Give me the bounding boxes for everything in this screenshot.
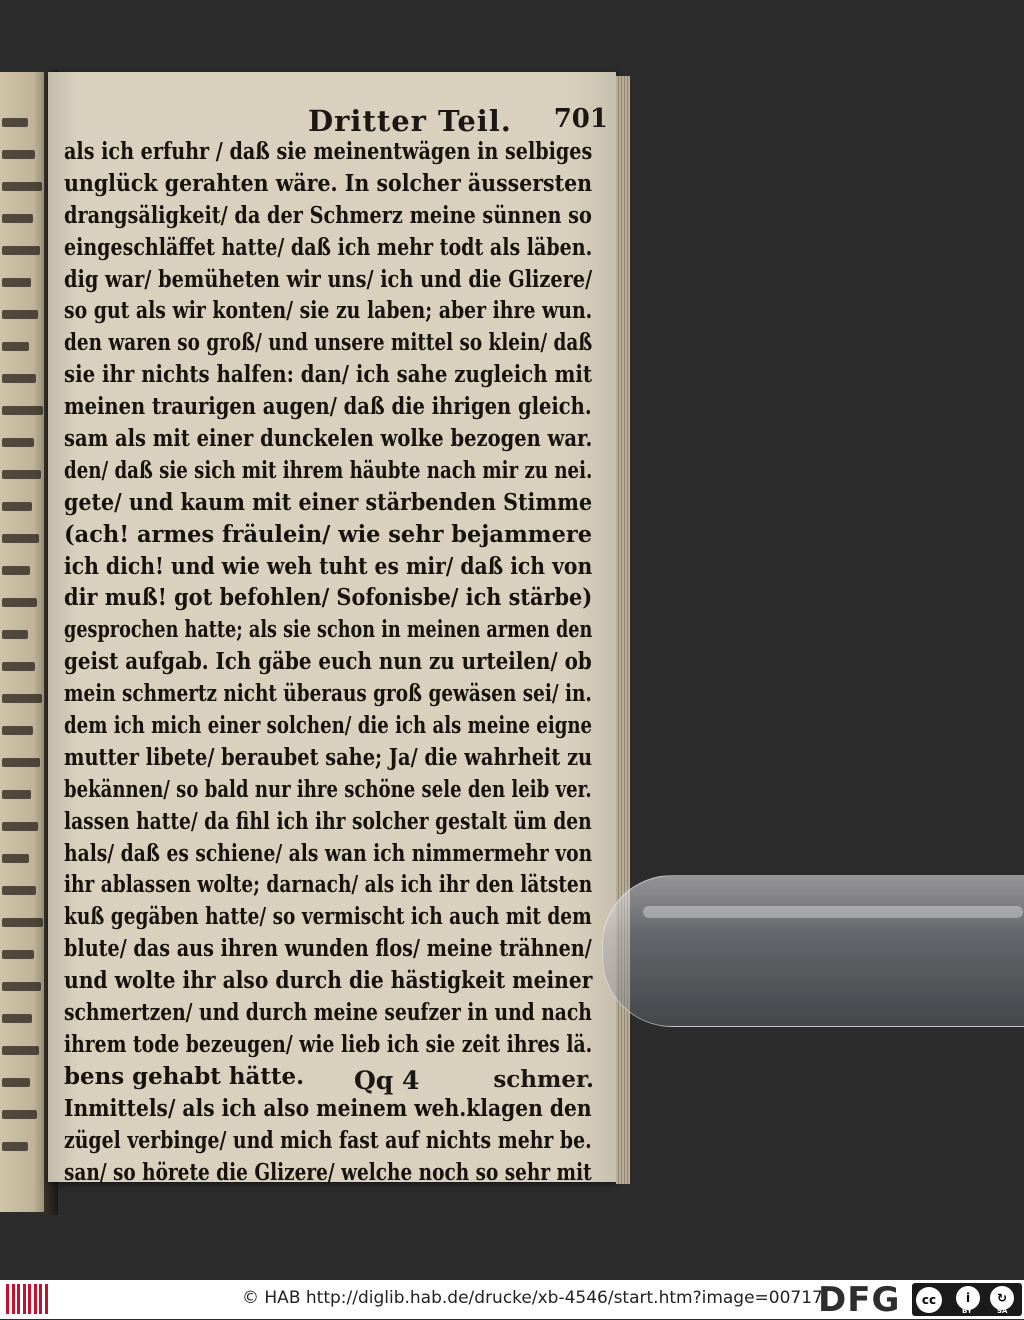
hab-logo-bar [45, 1284, 48, 1314]
facing-page-text-fragment [2, 502, 32, 511]
facing-page-text-fragment [2, 950, 34, 959]
text-line: und wolte ihr also durch die hästigkeit meiner [64, 967, 593, 995]
text-line: san/ so hörete die Glizere/ welche noch so sehr mit [64, 1158, 592, 1186]
page-stack-edge [616, 76, 630, 1184]
facing-page-edge [0, 72, 48, 1212]
hab-logo-bar [17, 1284, 20, 1314]
catchword: schmer. [493, 1066, 594, 1093]
text-line: dem ich mich einer solchen/ die ich als meine eigne [64, 712, 593, 740]
facing-page-text-fragment [2, 630, 28, 639]
sa-icon: ↻ [990, 1286, 1014, 1310]
text-line: mein schmertz nicht überaus groß gewäsen sei/ in. [64, 680, 592, 708]
body-text [64, 136, 594, 1188]
facing-page-text-fragment [2, 534, 39, 543]
facing-page-text-fragment [2, 310, 38, 319]
hab-logo-bar [23, 1284, 26, 1314]
facing-page-text-fragment [2, 214, 33, 223]
text-line: gete/ und kaum mit einer stärbenden Stimme [64, 488, 593, 516]
facing-page-text-fragment [2, 822, 38, 831]
facing-page-text-fragment [2, 182, 42, 191]
text-line: sie ihr nichts halfen: dan/ ich sahe zugleich mit [64, 361, 592, 389]
facing-page-text-fragment [2, 438, 34, 447]
text-line: mutter libete/ beraubet sahe; Ja/ die wahrheit zu [64, 743, 593, 771]
facing-page-text-fragment [2, 1046, 39, 1055]
facing-page-text-fragment [2, 790, 31, 799]
facing-page-text-fragment [2, 118, 28, 127]
text-line: als ich erfuhr / daß sie meinentwägen in selbiges [64, 138, 593, 165]
cc-icon: cc [916, 1287, 942, 1313]
text-line: bekännen/ so bald nur ihre schöne sele den leib ver. [64, 775, 592, 803]
text-line: kuß gegäben hatte/ so vermischt ich auch mit dem [64, 903, 592, 931]
text-line: dir muß! got befohlen/ Sofonisbe/ ich stärbe) [64, 584, 593, 612]
text-line: zügel verbinge/ und mich fast auf nichts mehr be. [64, 1126, 592, 1154]
facing-page-text-fragment [2, 918, 43, 927]
text-line: schmertzen/ und durch meine seufzer in und nach [64, 999, 592, 1027]
text-line: ich dich! und wie weh tuht es mir/ daß ich von [64, 552, 593, 580]
facing-page-text-fragment [2, 662, 35, 671]
facing-page-text-fragment [2, 598, 37, 607]
facing-page-text-fragment [2, 1110, 37, 1119]
text-line: ihr ablassen wolte; darnach/ als ich ihr den lätsten [64, 871, 593, 899]
text-line: gesprochen hatte; als sie schon in meinen armen den [64, 616, 593, 644]
facing-page-text-fragment [2, 342, 29, 351]
text-line: geist aufgab. Ich gäbe euch nun zu urteilen/ ob [64, 648, 592, 676]
hab-logo-icon [6, 1284, 52, 1314]
facing-page-text-fragment [2, 854, 29, 863]
attribution-bar [0, 1280, 1024, 1319]
facing-page-text-fragment [2, 470, 41, 479]
facing-page-text-fragment [2, 1014, 32, 1023]
text-line: blute/ das aus ihren wunden flos/ meine trähnen/ [64, 935, 592, 963]
text-line: sam als mit einer dunckelen wolke bezogen war. [64, 425, 593, 453]
dfg-logo: DFG [818, 1280, 901, 1320]
facing-page-text-fragment [2, 886, 36, 895]
text-line: lassen hatte/ da fihl ich ihr solcher gestalt üm den [64, 807, 592, 835]
facing-page-text-fragment [2, 694, 42, 703]
text-line: unglück gerahten wäre. In solcher äussersten [64, 169, 593, 197]
hab-logo-bar [12, 1284, 15, 1314]
text-line: (ach! armes fräulein/ wie sehr bejammere [64, 520, 593, 548]
facing-page-text-fragment [2, 406, 43, 415]
text-line: meinen traurigen augen/ daß die ihrigen gleich. [64, 393, 592, 421]
hab-logo-bar [39, 1284, 42, 1314]
page-footer [64, 1066, 594, 1102]
text-line: bens gehabt hätte. [64, 1062, 305, 1090]
text-line: dig war/ bemüheten wir uns/ ich und die Glizere/ [64, 265, 593, 293]
sa-label: SA [997, 1307, 1008, 1315]
facing-page-text-fragment [2, 278, 31, 287]
facing-page-text-fragment [2, 374, 36, 383]
text-line: den waren so groß/ und unsere mittel so klein/ daß [64, 329, 593, 357]
hab-logo-bar [28, 1284, 31, 1314]
facing-page-text-fragment [2, 726, 33, 735]
text-line: Inmittels/ als ich also meinem weh.klagen den [64, 1094, 592, 1122]
text-line: hals/ daß es schiene/ als wan ich nimmermehr von [64, 839, 593, 867]
facing-page-text-fragment [2, 758, 40, 767]
facing-page-text-fragment [2, 982, 41, 991]
text-line: so gut als wir konten/ sie zu laben; aber ihre wun. [64, 297, 593, 325]
facing-page-text-fragment [2, 1078, 30, 1087]
by-label: BY [962, 1307, 973, 1315]
text-line: den/ daß sie sich mit ihrem häubte nach mir zu nei. [64, 456, 593, 484]
book-page [48, 72, 616, 1186]
facing-page-text-fragment [2, 1142, 28, 1151]
text-line: ihrem tode bezeugen/ wie lieb ich sie zeit ihres lä. [64, 1030, 593, 1058]
cc-license-badge[interactable] [912, 1283, 1022, 1316]
signature-mark: Qq 4 [354, 1066, 420, 1095]
glass-plate [602, 875, 1024, 1027]
credit-link[interactable]: © HAB http://diglib.hab.de/drucke/xb-4546/start.htm?image=00717 [242, 1288, 823, 1308]
text-line: eingeschläffet hatte/ daß ich mehr todt als läben. [64, 233, 593, 261]
facing-page-text-fragment [2, 150, 35, 159]
hab-logo-bar [6, 1284, 9, 1314]
hab-logo-bar [34, 1284, 37, 1314]
text-line: drangsäligkeit/ da der Schmerz meine sünnen so [64, 201, 592, 229]
running-head: Dritter Teil. [308, 104, 512, 138]
by-icon: i [956, 1286, 980, 1310]
facing-page-text-fragment [2, 246, 40, 255]
page-number: 701 [553, 104, 608, 134]
facing-page-text-fragment [2, 566, 30, 575]
